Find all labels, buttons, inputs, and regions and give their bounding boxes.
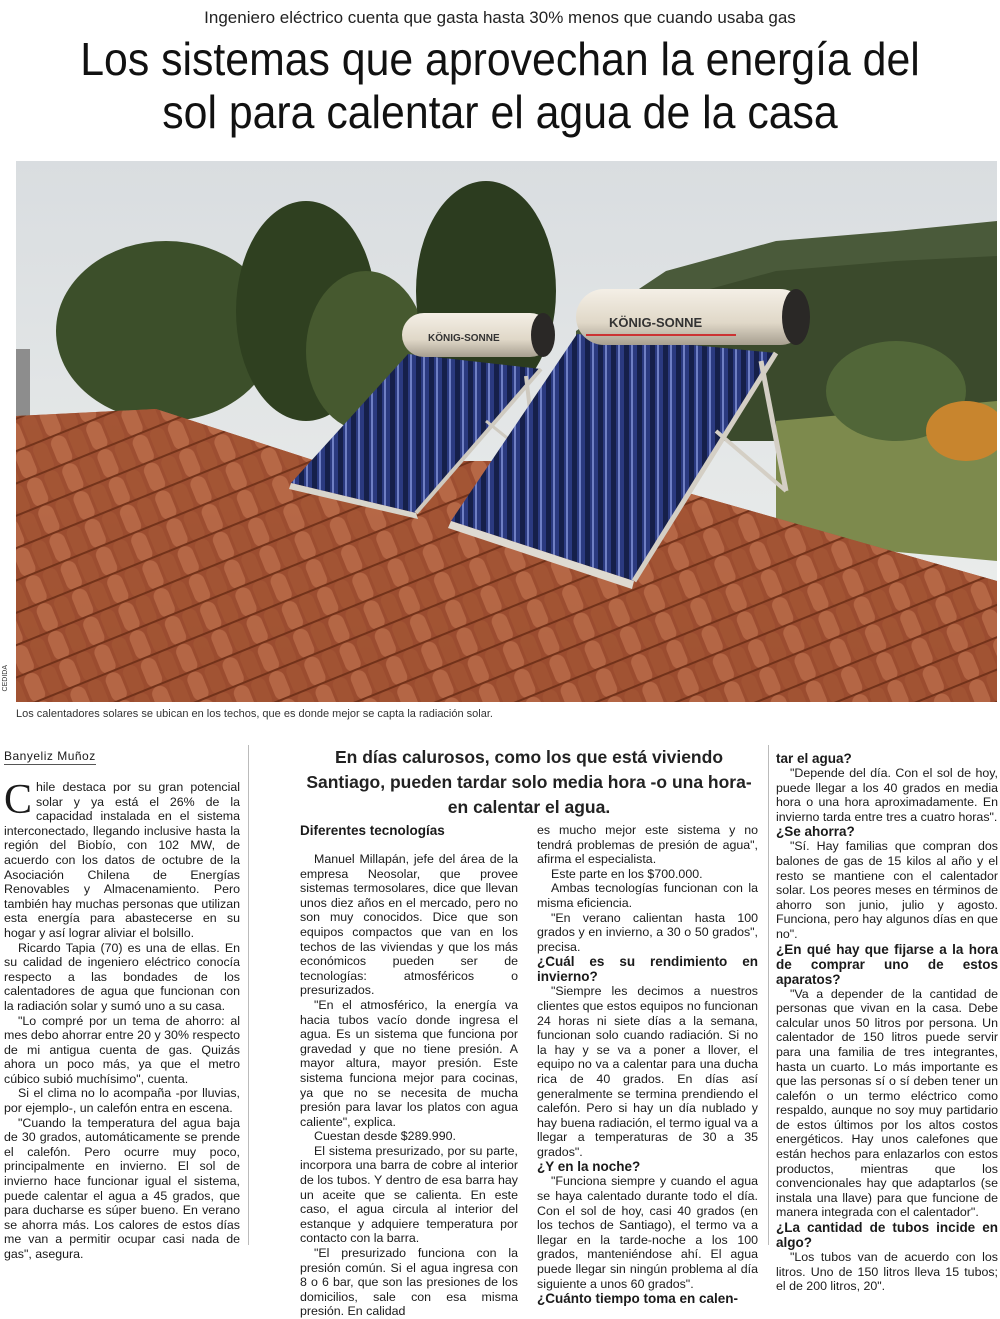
paragraph: Si el clima no lo acompaña -por lluvias, por ejemplo-, un calefón entra en escena.	[4, 1086, 240, 1116]
left-tank-label: KÖNIG-SONNE	[428, 333, 500, 344]
paragraph: Manuel Millapán, jefe del área de la empresa Neosolar, que provee sistemas termosolares, dice que llevan unos diez años en el mercado, pero no son muy conocidos. Dice que son equipos compactos que van en los techos de las viviendas y que los más económicos pueden ser de tecnologías: atmosféricos o presurizados.	[300, 852, 518, 998]
column-divider	[248, 745, 249, 1245]
kicker: Ingeniero eléctrico cuenta que gasta hasta 30% menos que cuando usaba gas	[204, 8, 796, 27]
paragraph: es mucho mejor este sistema y no tendrá problemas de presión de agua", afirma el especialista.	[537, 823, 758, 867]
paragraph: "Funciona siempre y cuando el agua se haya calentado durante todo el día. Con el sol de hoy, casi 40 grados (en los techos de Santiago), el termo va a llegar en la tarde-noche a los 100 grados, manteniéndose ahí. El agua puede llegar sin ningún problema al día siguiente a unos 60 grados".	[537, 1174, 758, 1291]
paragraph: "Los tubos van de acuerdo con los litros. Uno de 150 litros lleva 15 tubos; el de 200 litros, 20".	[776, 1250, 998, 1294]
solar-heaters-photo	[16, 161, 997, 702]
article-column-4	[776, 751, 998, 1294]
photo-caption: Los calentadores solares se ubican en los techos, que es donde mejor se capta la radiación solar.	[16, 708, 493, 720]
paragraph: "Cuando la temperatura del agua baja de 30 grados, automáticamente se prende el calefón. Pero ocurre muy poco, principalmente en invierno. El sol de invierno hace funcionar igual el sistema, puede calentar el agua a 45 grados, que para ducharse es súper bueno. En verano se ahorra más. Los calores de estos días me van a permitir ocupar casi nada de gas", asegura.	[4, 1115, 240, 1261]
paragraph: Ricardo Tapia (70) es una de ellas. En su calidad de ingeniero eléctrico conocía respecto a las bondades de los calentadores de agua que funcionan con la radiación solar y sumó uno a su casa.	[4, 940, 240, 1013]
article-column-2	[300, 852, 518, 1319]
paragraph: "El presurizado funciona con la presión común. Si el agua ingresa con 8 o 6 bar, que son las presiones de los domicilios, sale con esa misma presión. En calidad	[300, 1246, 518, 1319]
paragraph: "En el atmosférico, la energía va hacia tubos vacío donde ingresa el agua. Es un sistema que funciona por gravedad y que no tiene presión. A mayor altura, mayor presión. Este sistema funciona mejor para cocinas, ya que no se necesita de mucha presión para lavar los platos con agua caliente", explica.	[300, 997, 518, 1129]
paragraph: "Siempre les decimos a nuestros clientes que estos equipos no funcionan 24 horas ni siete días a la semana, funcionan solo cuando radiación. Si no la hay y se va a poner a llover, el equipo no va a calentar para una ducha rica de 40 grados. En días así generalmente se termina prendiendo el calefón. Pero si hay un día nublado y hay buena radiación, el termo igual va a llegar a temperaturas de 30 a 35 grados".	[537, 984, 758, 1159]
section-title: Diferentes tecnologías	[300, 823, 445, 838]
interview-question: ¿Cuánto tiempo toma en calen-	[537, 1291, 739, 1307]
interview-question: ¿Cuál es su rendimiento en invierno?	[537, 954, 758, 985]
paragraph: "Lo compré por un tema de ahorro: al mes debo ahorrar entre 20 y 30% respecto de mi antigua cuenta de gas. Quizás ahora un poco más, ya que el metro cúbico subió muchísimo", cuenta.	[4, 1013, 240, 1086]
column-divider	[768, 745, 769, 1245]
pull-quote: En días calurosos, como los que está viviendo Santiago, pueden tardar solo media hora -o una hora- en calentar el agua.	[306, 747, 752, 817]
main-photo	[16, 161, 997, 702]
paragraph: "En verano calientan hasta 100 grados y en invierno, a 30 o 50 grados", precisa.	[537, 910, 758, 954]
paragraph: "Sí. Hay familias que compran dos balones de gas de 15 kilos al año y el resto se mantiene con el calentador solar. Los peores meses en términos de ahorro son junio, julio y agosto. Funciona, pero hay algunos días en que no".	[776, 839, 998, 941]
paragraph: El sistema presurizado, por su parte, incorpora una barra de cobre al interior de los tubos. Y dentro de esa barra hay un aceite que se calienta. En este caso, el agua circula al interior del estanque y adquiere temperatura por contacto con la barra.	[300, 1143, 518, 1246]
headline-line-1: Los sistemas que aprovechan la energía del	[80, 33, 920, 85]
photo-credit: CEDIDA	[2, 665, 9, 692]
headline	[35, 33, 965, 139]
paragraph: Ambas tecnologías funcionan con la misma eficiencia.	[537, 881, 758, 910]
paragraph: Este parte en los $700.000.	[551, 866, 703, 881]
interview-question: tar el agua?	[776, 751, 852, 766]
interview-question: ¿Y en la noche?	[537, 1159, 641, 1175]
paragraph: "Depende del día. Con el sol de hoy, puede llegar a los 40 grados en media hora o una hora aproximadamente. En invierno tarda entre tres a cuatro horas".	[776, 766, 998, 824]
article-column-3	[537, 823, 758, 1306]
paragraph: hile destaca por su gran potencial solar y ya está el 26% de la capacidad instalada en el sistema interconectado, llegando inclusive hasta la región del Biobío, con 102 MW, de acuerdo con los datos de octubre de la Asociación Chilena de Energías Renovables y Almacenamiento. Pero también hay muchas personas que utilizan esta energía para abastecerse en su hogar y así lograr aliviar el bolsillo.	[4, 780, 240, 940]
headline-line-2: sol para calentar el agua de la casa	[162, 86, 838, 138]
byline: Banyeliz Muñoz	[4, 749, 96, 763]
interview-question: ¿Se ahorra?	[776, 824, 855, 840]
paragraph: "Va a depender de la cantidad de personas que vivan en la casa. Debe calcular unos 50 litros por persona. Un calentador de 150 litros puede servir para una familia de tres integrantes, hasta un cuarto. Lo más importante es que las personas sí o sí deben tener un calefón o un termo eléctrico como respaldo, aunque no soy muy partidario de estos últimos por los altos costos energéticos. Hay unos calefones que están hechos para enlazarlos con estos productos, mientras que los convencionales hay que adaptarlos (se instala una llave) para que funcione de manera integrada con el calentador".	[776, 986, 998, 1220]
interview-question: ¿La cantidad de tubos incide en algo?	[776, 1220, 998, 1251]
paragraph: Cuestan desde $289.990.	[314, 1129, 456, 1144]
drop-cap: C	[4, 777, 33, 823]
interview-question: ¿En qué hay que fijarse a la hora de comprar uno de estos aparatos?	[776, 941, 998, 987]
article-column-1	[4, 777, 240, 1262]
right-tank-label: KÖNIG-SONNE	[609, 315, 703, 330]
